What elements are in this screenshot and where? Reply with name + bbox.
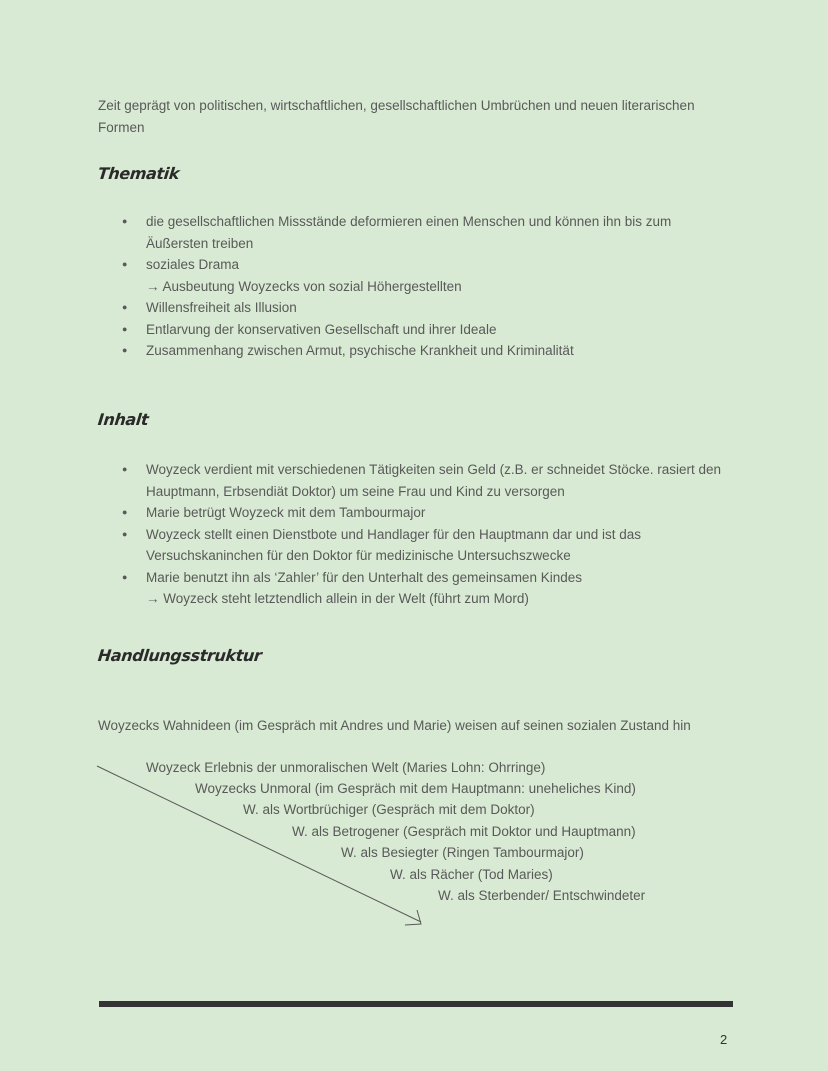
- structure-step-4: W. als Betrogener (Gespräch mit Doktor und Hauptmann): [292, 824, 636, 839]
- structure-step-2: Woyzecks Unmoral (im Gespräch mit dem Hauptmann: uneheliches Kind): [195, 781, 636, 796]
- list-item: ● soziales Drama → Ausbeutung Woyzecks von sozial Höhergestellten: [146, 254, 726, 297]
- heading-handlungsstruktur: Handlungsstruktur: [97, 646, 263, 665]
- structure-step-1: Woyzeck Erlebnis der unmoralischen Welt (Maries Lohn: Ohrringe): [146, 760, 546, 775]
- heading-thematik: Thematik: [97, 164, 181, 183]
- intro-paragraph: Zeit geprägt von politischen, wirtschaftlichen, gesellschaftlichen Umbrüchen und neuen literarischen Formen: [98, 98, 695, 135]
- list-sub-item: → Woyzeck steht letztendlich allein in der Welt (führt zum Mord): [146, 591, 529, 606]
- handlung-intro: Woyzecks Wahnideen (im Gespräch mit Andres und Marie) weisen auf seinen sozialen Zustand hin: [98, 718, 691, 733]
- heading-inhalt: Inhalt: [97, 410, 150, 429]
- list-item: ● Marie betrügt Woyzeck mit dem Tambourmajor: [146, 502, 726, 524]
- structure-step-3: W. als Wortbrüchiger (Gespräch mit dem Doktor): [243, 802, 535, 817]
- structure-step-7: W. als Sterbender/ Entschwindeter: [438, 888, 646, 903]
- horizontal-divider: [99, 1001, 733, 1007]
- list-item: ● die gesellschaftlichen Missstände deformieren einen Menschen und können ihn bis zum Äußersten treiben: [146, 211, 726, 254]
- list-item: ● Zusammenhang zwischen Armut, psychische Krankheit und Kriminalität: [146, 340, 726, 362]
- list-item: ● Woyzeck verdient mit verschiedenen Tätigkeiten sein Geld (z.B. er schneidet Stöcke. rasiert den Hauptmann, Erbsendiät Doktor) um seine Frau und Kind zu versorgen: [146, 459, 726, 502]
- list-item: ● Entlarvung der konservativen Gesellschaft und ihrer Ideale: [146, 319, 726, 341]
- list-item: ● Woyzeck stellt einen Dienstbote und Handlager für den Hauptmann dar und ist das Versuchskaninchen für den Doktor für medizinische Untersuchszwecke: [146, 524, 726, 567]
- structure-step-5: W. als Besiegter (Ringen Tambourmajor): [341, 845, 584, 860]
- list-item: ● Marie benutzt ihn als ‘Zahler’ für den Unterhalt des gemeinsamen Kindes → Woyzeck steht letztendlich allein in der Welt (führt zum Mord): [146, 567, 726, 610]
- list-sub-item: → Ausbeutung Woyzecks von sozial Höhergestellten: [146, 278, 462, 294]
- structure-step-6: W. als Rächer (Tod Maries): [390, 867, 553, 882]
- list-item: ● Willensfreiheit als Illusion: [146, 297, 726, 319]
- page-number: 2: [720, 1032, 728, 1047]
